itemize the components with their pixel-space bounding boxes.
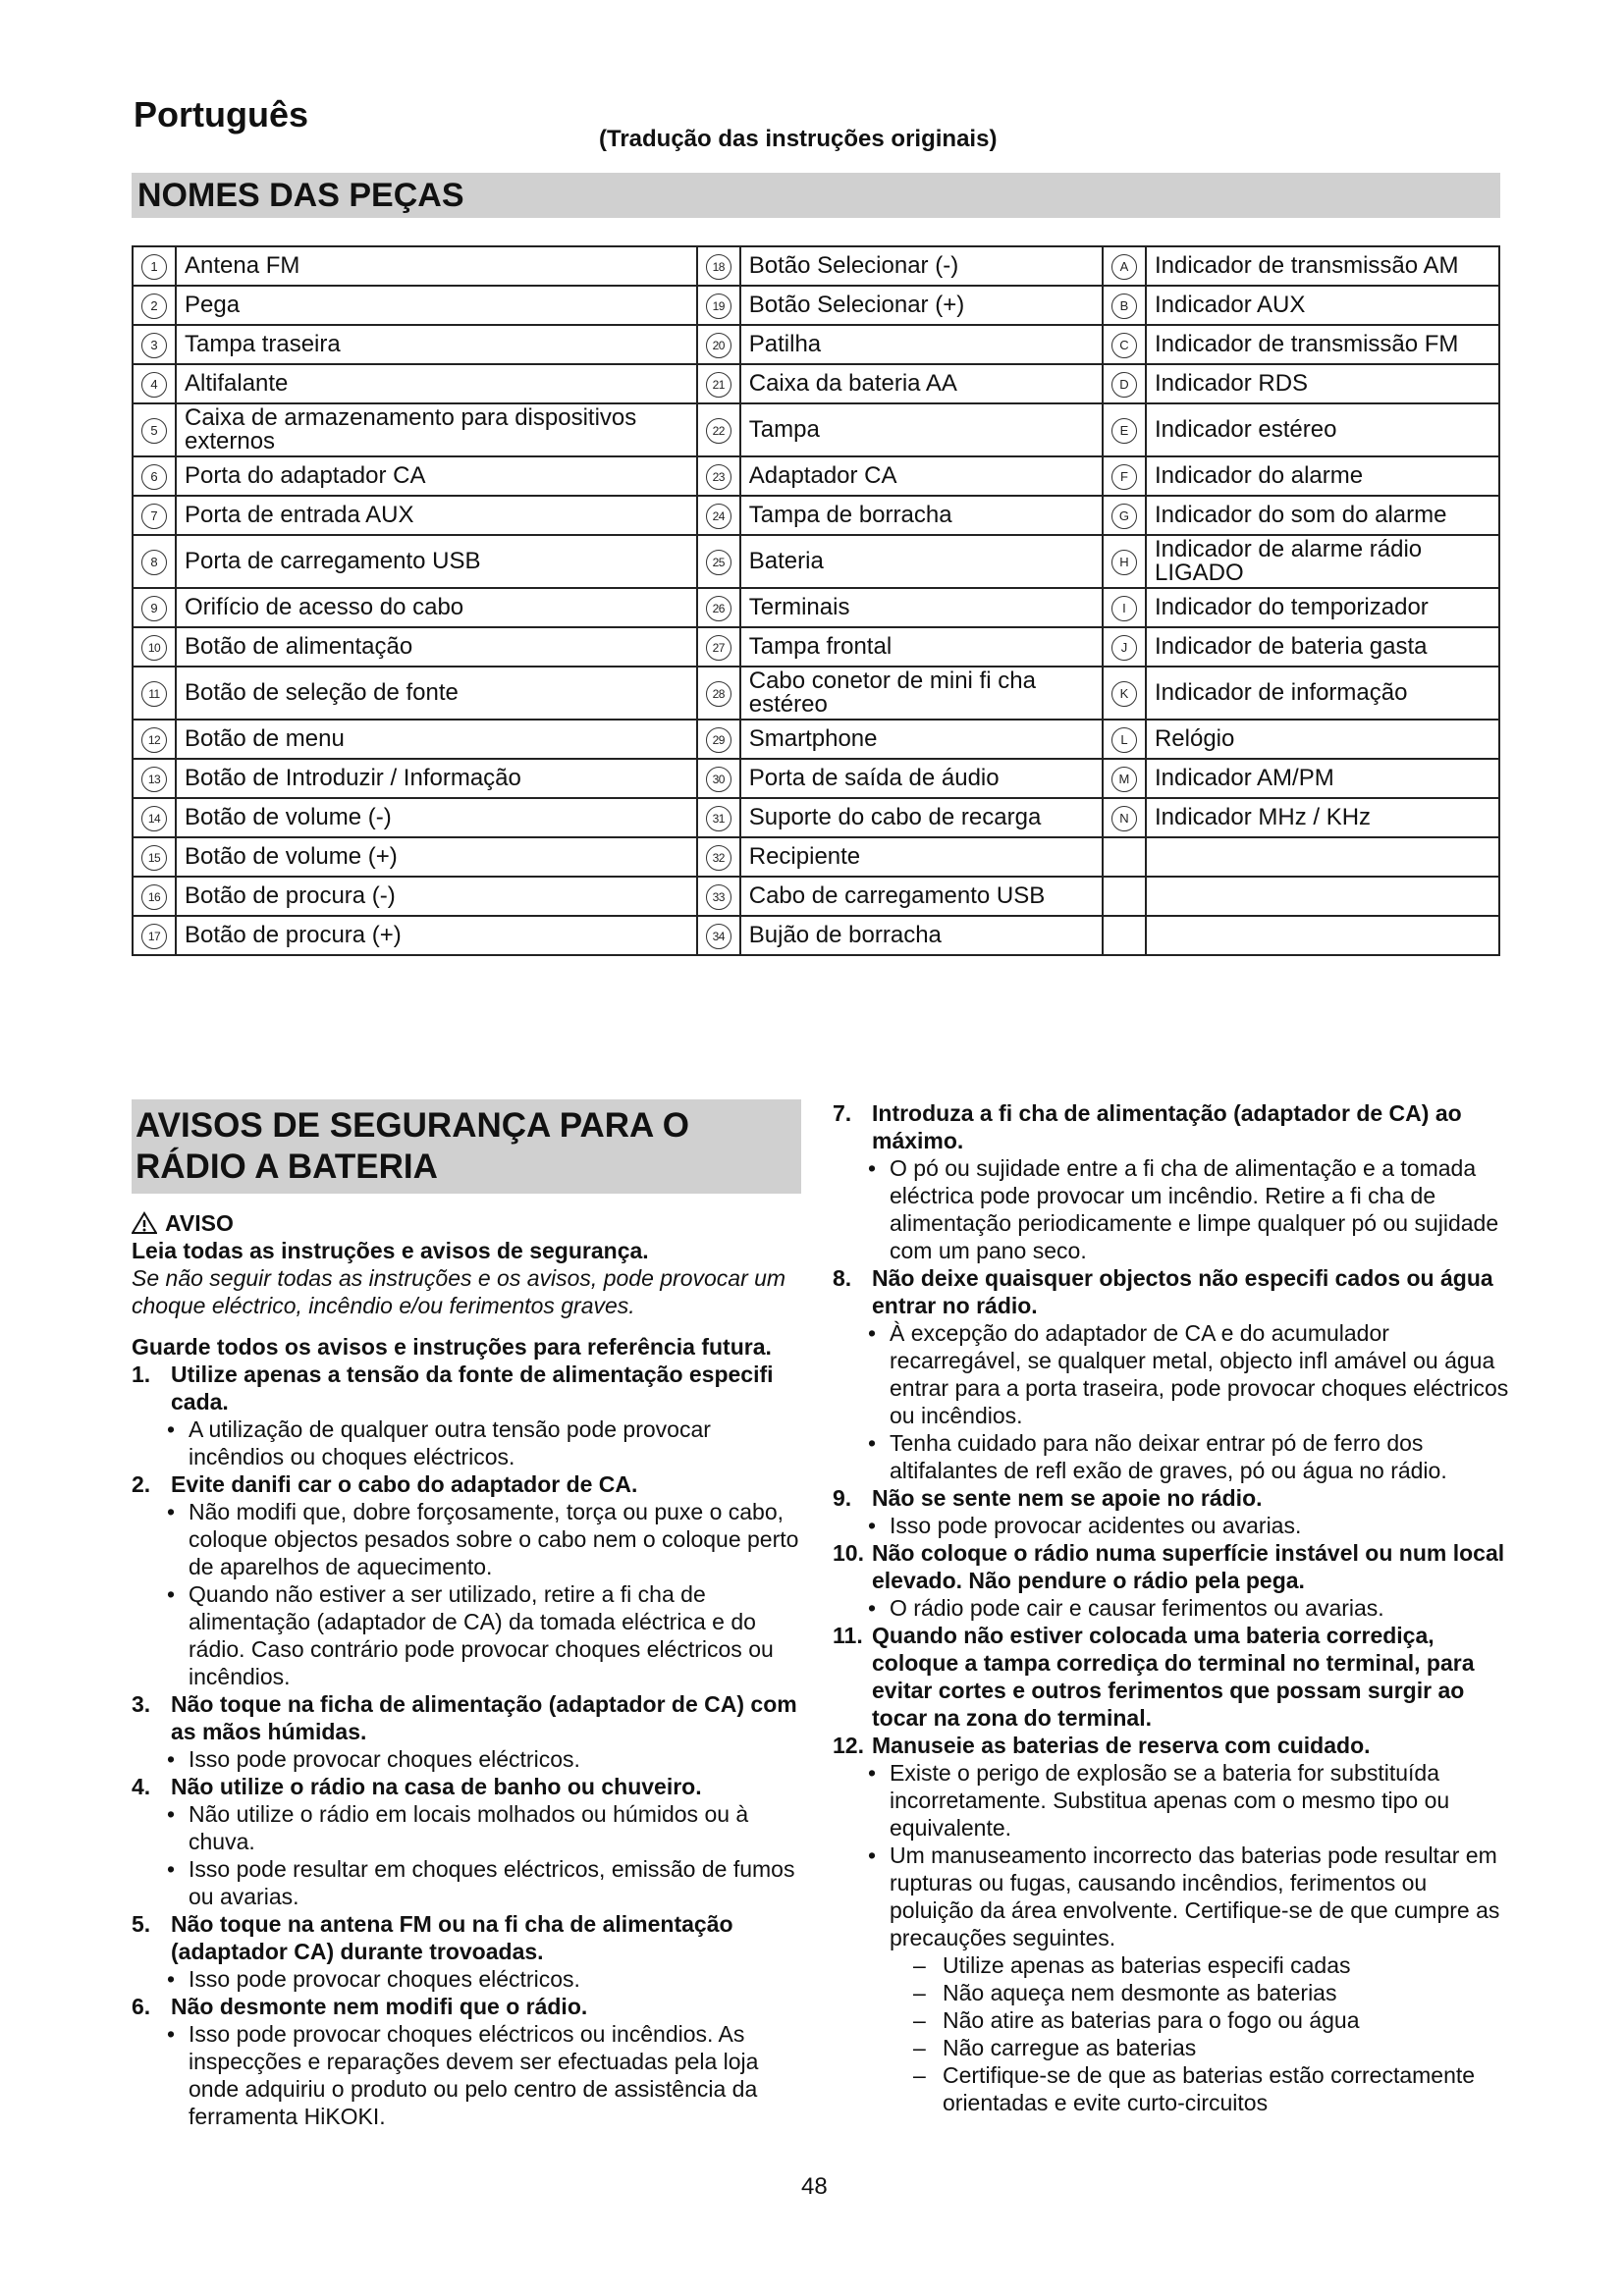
safety-item-number: 9. [833,1485,852,1511]
part-number-badge: 30 [706,767,731,792]
part-number-badge: 6 [141,464,167,490]
part-number-cell [697,588,740,627]
keep-instructions: Guarde todos os avisos e instruções para referência futura. [132,1334,772,1360]
part-number-cell [697,837,740,877]
part-name-cell: Indicador RDS [1146,364,1499,403]
safety-item-heading: Introduza a fi cha de alimentação (adaptador de CA) ao máximo. [872,1100,1462,1153]
safety-bullet-text: À excepção do adaptador de CA e do acumulador recarregável, se qualquer metal, objecto infl amável ou água entrar para a porta traseira, pode provocar choques eléctricos ou incêndios. [890,1320,1509,1428]
safety-item [833,1539,1510,1622]
safety-dash-text: Não aqueça nem desmonte as baterias [943,1980,1337,2005]
parts-table-row [133,535,1499,588]
part-number-cell [1103,246,1146,286]
part-name-cell: Botão de procura (+) [176,916,697,955]
part-name-cell: Adaptador CA [740,456,1103,496]
part-name-cell: Indicador AUX [1146,286,1499,325]
parts-table-row [133,364,1499,403]
safety-section-title: AVISOS DE SEGURANÇA PARA O RÁDIO A BATERIA [132,1099,801,1194]
bullet-marker: • [868,1430,877,1456]
part-number-badge: H [1111,550,1137,575]
part-name-cell: Botão Selecionar (-) [740,246,1103,286]
bullet-marker: • [167,2021,176,2047]
safety-bullet-text: Isso pode provocar choques eléctricos. [189,1966,580,1992]
parts-table-row [133,667,1499,720]
part-number-cell [133,403,176,456]
safety-item-heading: Utilize apenas a tensão da fonte de alimentação especifi cada. [171,1362,774,1415]
safety-bullet [833,1759,1510,1842]
part-number-badge: 2 [141,294,167,319]
part-name-cell: Pega [176,286,697,325]
part-number-cell [1103,535,1146,588]
safety-item-heading: Não utilize o rádio na casa de banho ou chuveiro. [171,1774,702,1799]
safety-item-number: 4. [132,1774,151,1799]
part-number-cell [133,798,176,837]
safety-item-heading: Não toque na ficha de alimentação (adaptador de CA) com as mãos húmidas. [171,1691,797,1744]
part-number-cell [133,588,176,627]
safety-item-heading: Não deixe quaisquer objectos não especifi cados ou água entrar no rádio. [872,1265,1493,1318]
part-number-cell [697,720,740,759]
safety-dash-item [833,2061,1510,2116]
part-number-cell [133,877,176,916]
safety-item-heading: Evite danifi car o cabo do adaptador de CA. [171,1471,638,1497]
part-number-cell [697,496,740,535]
bullet-marker: • [167,1499,176,1524]
safety-item-number: 7. [833,1100,852,1126]
safety-item-number: 2. [132,1471,151,1497]
part-number-badge: 12 [141,727,167,753]
part-number-cell [1103,916,1146,955]
part-number-cell [697,286,740,325]
part-name-cell: Indicador do som do alarme [1146,496,1499,535]
part-name-cell: Indicador de transmissão AM [1146,246,1499,286]
safety-item [833,1264,1510,1484]
part-number-cell [1103,627,1146,667]
parts-table-row [133,837,1499,877]
parts-section-title: NOMES DAS PEÇAS [132,173,1500,218]
safety-bullet [132,1800,809,1855]
part-number-badge: 8 [141,550,167,575]
safety-item [833,1484,1510,1539]
part-name-cell: Botão Selecionar (+) [740,286,1103,325]
bullet-marker: • [167,1966,176,1992]
parts-table-row [133,246,1499,286]
part-number-cell [1103,798,1146,837]
safety-item-number: 10. [833,1540,864,1566]
part-name-cell: Antena FM [176,246,697,286]
part-number-badge: 24 [706,504,731,529]
language-heading: Português [134,94,309,134]
safety-bullet [833,1154,1510,1264]
part-name-cell: Porta do adaptador CA [176,456,697,496]
part-name-cell: Botão de procura (-) [176,877,697,916]
warning-consequences: Se não seguir todas as instruções e os avisos, pode provocar um choque eléctrico, incêndio e/ou ferimentos graves. [132,1265,786,1318]
parts-table-row [133,627,1499,667]
safety-item [132,1773,809,1910]
parts-table-row [133,456,1499,496]
safety-bullet [833,1429,1510,1484]
part-name-cell: Indicador do temporizador [1146,588,1499,627]
part-name-cell: Indicador de informação [1146,667,1499,720]
part-name-cell [1146,877,1499,916]
part-number-badge: 33 [706,884,731,910]
safety-bullet-text: Um manuseamento incorrecto das baterias pode resultar em rupturas ou fugas, causando incêndios, ferimentos ou poluição da área envolvente. Certifique-se de que cumpre as precauções seguintes. [890,1842,1500,1950]
bullet-marker: • [167,1416,176,1442]
safety-item [132,1910,809,1993]
dash-marker: – [913,1952,926,1978]
parts-table-row [133,588,1499,627]
bullet-marker: • [167,1801,176,1827]
part-number-badge: 3 [141,333,167,358]
part-name-cell: Cabo conetor de mini fi cha estéreo [740,667,1103,720]
parts-table-row [133,325,1499,364]
parts-table-row [133,759,1499,798]
safety-dash-text: Utilize apenas as baterias especifi cadas [943,1952,1351,1978]
part-number-badge: C [1111,333,1137,358]
part-number-cell [1103,837,1146,877]
part-name-cell: Caixa da bateria AA [740,364,1103,403]
part-number-cell [697,403,740,456]
safety-item-heading: Não se sente nem se apoie no rádio. [872,1485,1263,1511]
part-number-cell [1103,403,1146,456]
safety-bullet [132,1745,809,1773]
part-number-badge: 5 [141,418,167,444]
parts-table-row [133,877,1499,916]
safety-bullet-text: Não modifi que, dobre forçosamente, torça ou puxe o cabo, coloque objectos pesados sobre o cabo nem o coloque perto de aparelhos de aquecimento. [189,1499,799,1579]
part-name-cell: Bateria [740,535,1103,588]
part-number-badge: J [1111,635,1137,661]
safety-dash-item [833,1951,1510,1979]
part-number-cell [697,877,740,916]
safety-item [132,1361,809,1470]
safety-item-number: 3. [132,1691,151,1717]
part-number-cell [697,535,740,588]
part-number-badge: 23 [706,464,731,490]
part-number-cell [133,916,176,955]
bullet-marker: • [868,1155,877,1181]
part-number-cell [1103,720,1146,759]
safety-item [132,1470,809,1690]
safety-item-number: 6. [132,1994,151,2019]
part-number-cell [1103,325,1146,364]
safety-item-number: 11. [833,1623,863,1648]
safety-bullet [132,1855,809,1910]
part-name-cell: Orifício de acesso do cabo [176,588,697,627]
safety-bullet [132,1498,809,1580]
part-number-cell [133,667,176,720]
part-number-cell [133,837,176,877]
parts-table-row [133,403,1499,456]
bullet-marker: • [167,1856,176,1882]
warning-triangle-icon [132,1211,157,1235]
safety-item-number: 8. [833,1265,852,1291]
part-number-badge: 22 [706,418,731,444]
bullet-marker: • [868,1320,877,1346]
part-number-cell [1103,667,1146,720]
read-all-instructions: Leia todas as instruções e avisos de segurança. [132,1238,649,1263]
part-number-badge: E [1111,418,1137,444]
part-number-badge: A [1111,254,1137,280]
part-name-cell: Indicador MHz / KHz [1146,798,1499,837]
part-name-cell: Porta de carregamento USB [176,535,697,588]
part-name-cell: Porta de entrada AUX [176,496,697,535]
safety-bullet-text: Isso pode provocar choques eléctricos. [189,1746,580,1772]
part-number-badge: 21 [706,372,731,398]
part-number-cell [1103,877,1146,916]
part-number-badge: 14 [141,806,167,831]
part-name-cell: Tampa de borracha [740,496,1103,535]
safety-item [833,1099,1510,1264]
safety-bullet-text: Quando não estiver a ser utilizado, retire a fi cha de alimentação (adaptador de CA) da tomada eléctrica e do rádio. Caso contrário pode provocar choques eléctricos ou incêndios. [189,1581,774,1689]
bullet-marker: • [167,1746,176,1772]
parts-table-row [133,720,1499,759]
bullet-marker: • [167,1581,176,1607]
safety-item-heading: Não toque na antena FM ou na fi cha de alimentação (adaptador CA) durante trovoadas. [171,1911,733,1964]
part-number-cell [133,364,176,403]
safety-bullet-text: Tenha cuidado para não deixar entrar pó de ferro dos altifalantes de refl exão de graves, pó ou água no rádio. [890,1430,1447,1483]
part-number-badge: 13 [141,767,167,792]
safety-bullet [132,1580,809,1690]
part-name-cell: Patilha [740,325,1103,364]
dash-marker: – [913,1980,926,2005]
aviso-heading [132,1209,809,1237]
part-name-cell: Recipiente [740,837,1103,877]
part-name-cell: Porta de saída de áudio [740,759,1103,798]
dash-marker: – [913,2007,926,2033]
part-number-badge: 19 [706,294,731,319]
part-number-cell [133,535,176,588]
part-name-cell: Relógio [1146,720,1499,759]
part-name-cell: Botão de menu [176,720,697,759]
safety-bullet [132,1965,809,1993]
part-number-badge: 29 [706,727,731,753]
part-number-cell [133,627,176,667]
safety-item [833,1732,1510,2116]
safety-bullet-text: Isso pode provocar acidentes ou avarias. [890,1513,1302,1538]
part-number-cell [133,456,176,496]
part-number-badge: D [1111,372,1137,398]
part-number-cell [697,798,740,837]
part-name-cell: Botão de Introduzir / Informação [176,759,697,798]
part-number-cell [697,916,740,955]
part-number-cell [1103,286,1146,325]
safety-bullet [833,1512,1510,1539]
part-number-cell [697,325,740,364]
safety-item-number: 12. [833,1733,864,1758]
part-number-cell [133,720,176,759]
safety-dash-item [833,2034,1510,2061]
part-number-badge: K [1111,681,1137,707]
part-name-cell: Cabo de carregamento USB [740,877,1103,916]
part-number-cell [697,456,740,496]
part-number-badge: B [1111,294,1137,319]
safety-item-number: 5. [132,1911,151,1937]
part-number-badge: 15 [141,845,167,871]
part-number-badge: 31 [706,806,731,831]
part-name-cell: Suporte do cabo de recarga [740,798,1103,837]
part-number-cell [697,627,740,667]
part-number-badge: 32 [706,845,731,871]
safety-bullet [833,1842,1510,1951]
dash-marker: – [913,2035,926,2060]
part-number-cell [697,667,740,720]
safety-dash-item [833,1979,1510,2006]
part-number-badge: 9 [141,596,167,621]
part-number-badge: 20 [706,333,731,358]
safety-bullet [833,1594,1510,1622]
part-name-cell [1146,837,1499,877]
parts-table [132,245,1500,956]
part-number-badge: 18 [706,254,731,280]
part-name-cell: Indicador AM/PM [1146,759,1499,798]
part-name-cell: Tampa traseira [176,325,697,364]
translation-subtitle: (Tradução das instruções originais) [599,126,998,152]
part-name-cell: Botão de alimentação [176,627,697,667]
bullet-marker: • [868,1595,877,1621]
part-name-cell: Caixa de armazenamento para dispositivos externos [176,403,697,456]
part-number-cell [1103,588,1146,627]
dash-marker: – [913,2062,926,2088]
part-number-badge: 34 [706,924,731,949]
part-number-cell [1103,364,1146,403]
part-number-badge: 16 [141,884,167,910]
part-number-badge: 25 [706,550,731,575]
part-number-badge: 27 [706,635,731,661]
part-name-cell: Indicador estéreo [1146,403,1499,456]
parts-table-row [133,916,1499,955]
safety-item-heading: Manuseie as baterias de reserva com cuidado. [872,1733,1371,1758]
part-name-cell: Indicador de transmissão FM [1146,325,1499,364]
part-number-cell [697,759,740,798]
safety-bullet [833,1319,1510,1429]
safety-bullet-text: Isso pode provocar choques eléctricos ou incêndios. As inspecções e reparações devem ser efectuadas pela loja onde adquiriu o produto ou pelo centro de assistência da ferramenta HiKOKI. [189,2021,759,2129]
safety-item-heading: Quando não estiver colocada uma bateria corrediça, coloque a tampa corrediça do terminal no terminal, para evitar cortes e outros ferimentos que possam surgir ao tocar na zona do terminal. [872,1623,1475,1731]
part-number-cell [133,496,176,535]
part-number-cell [133,246,176,286]
safety-left-column [132,1209,809,2130]
safety-dash-text: Não carregue as baterias [943,2035,1197,2060]
safety-bullet-text: O pó ou sujidade entre a fi cha de alimentação e a tomada eléctrica pode provocar um incêndio. Retire a fi cha de alimentação periodicamente e limpe qualquer pó ou sujidade com um pano seco. [890,1155,1499,1263]
part-number-badge: 11 [141,681,167,707]
part-number-badge: L [1111,727,1137,753]
safety-bullet-text: Existe o perigo de explosão se a bateria for substituída incorretamente. Substitua apenas com o mesmo tipo ou equivalente. [890,1760,1450,1841]
part-name-cell: Botão de volume (+) [176,837,697,877]
safety-item [132,1993,809,2130]
part-number-badge: 17 [141,924,167,949]
safety-item-heading: Não coloque o rádio numa superfície instável ou num local elevado. Não pendure o rádio pela pega. [872,1540,1505,1593]
part-number-badge: F [1111,464,1137,490]
part-name-cell: Botão de volume (-) [176,798,697,837]
safety-item [833,1622,1510,1732]
part-number-cell [133,286,176,325]
safety-bullet-text: Isso pode resultar em choques eléctricos, emissão de fumos ou avarias. [189,1856,795,1909]
part-number-cell [697,246,740,286]
part-number-badge: I [1111,596,1137,621]
parts-table-row [133,496,1499,535]
part-number-badge: 4 [141,372,167,398]
parts-table-row [133,798,1499,837]
part-name-cell: Terminais [740,588,1103,627]
part-name-cell: Indicador de alarme rádio LIGADO [1146,535,1499,588]
bullet-marker: • [868,1842,877,1868]
part-name-cell: Bujão de borracha [740,916,1103,955]
part-number-badge: 10 [141,635,167,661]
part-number-badge: 26 [706,596,731,621]
aviso-label: AVISO [165,1210,234,1236]
part-name-cell: Tampa [740,403,1103,456]
safety-dash-text: Não atire as baterias para o fogo ou água [943,2007,1360,2033]
safety-dash-item [833,2006,1510,2034]
part-number-badge: M [1111,767,1137,792]
part-number-badge: 7 [141,504,167,529]
safety-bullet-text: O rádio pode cair e causar ferimentos ou avarias. [890,1595,1384,1621]
bullet-marker: • [868,1760,877,1786]
safety-dash-text: Certifique-se de que as baterias estão correctamente orientadas e evite curto-circuitos [943,2062,1476,2115]
part-number-badge: N [1111,806,1137,831]
safety-bullet-text: Não utilize o rádio em locais molhados ou húmidos ou à chuva. [189,1801,749,1854]
safety-bullet-text: A utilização de qualquer outra tensão pode provocar incêndios ou choques eléctricos. [189,1416,711,1469]
part-name-cell: Indicador do alarme [1146,456,1499,496]
part-name-cell: Indicador de bateria gasta [1146,627,1499,667]
safety-bullet [132,1415,809,1470]
safety-bullet [132,2020,809,2130]
part-name-cell: Smartphone [740,720,1103,759]
safety-item [132,1690,809,1773]
part-number-cell [1103,496,1146,535]
bullet-marker: • [868,1513,877,1538]
part-number-cell [133,759,176,798]
part-name-cell [1146,916,1499,955]
part-number-badge: G [1111,504,1137,529]
part-name-cell: Botão de seleção de fonte [176,667,697,720]
part-name-cell: Altifalante [176,364,697,403]
part-name-cell: Tampa frontal [740,627,1103,667]
part-number-cell [1103,456,1146,496]
safety-item-number: 1. [132,1362,151,1387]
part-number-badge: 28 [706,681,731,707]
part-number-badge: 1 [141,254,167,280]
page-number: 48 [801,2173,828,2200]
part-number-cell [133,325,176,364]
safety-item-heading: Não desmonte nem modifi que o rádio. [171,1994,588,2019]
safety-right-column [833,1099,1510,2116]
part-number-cell [1103,759,1146,798]
part-number-cell [697,364,740,403]
parts-table-row [133,286,1499,325]
